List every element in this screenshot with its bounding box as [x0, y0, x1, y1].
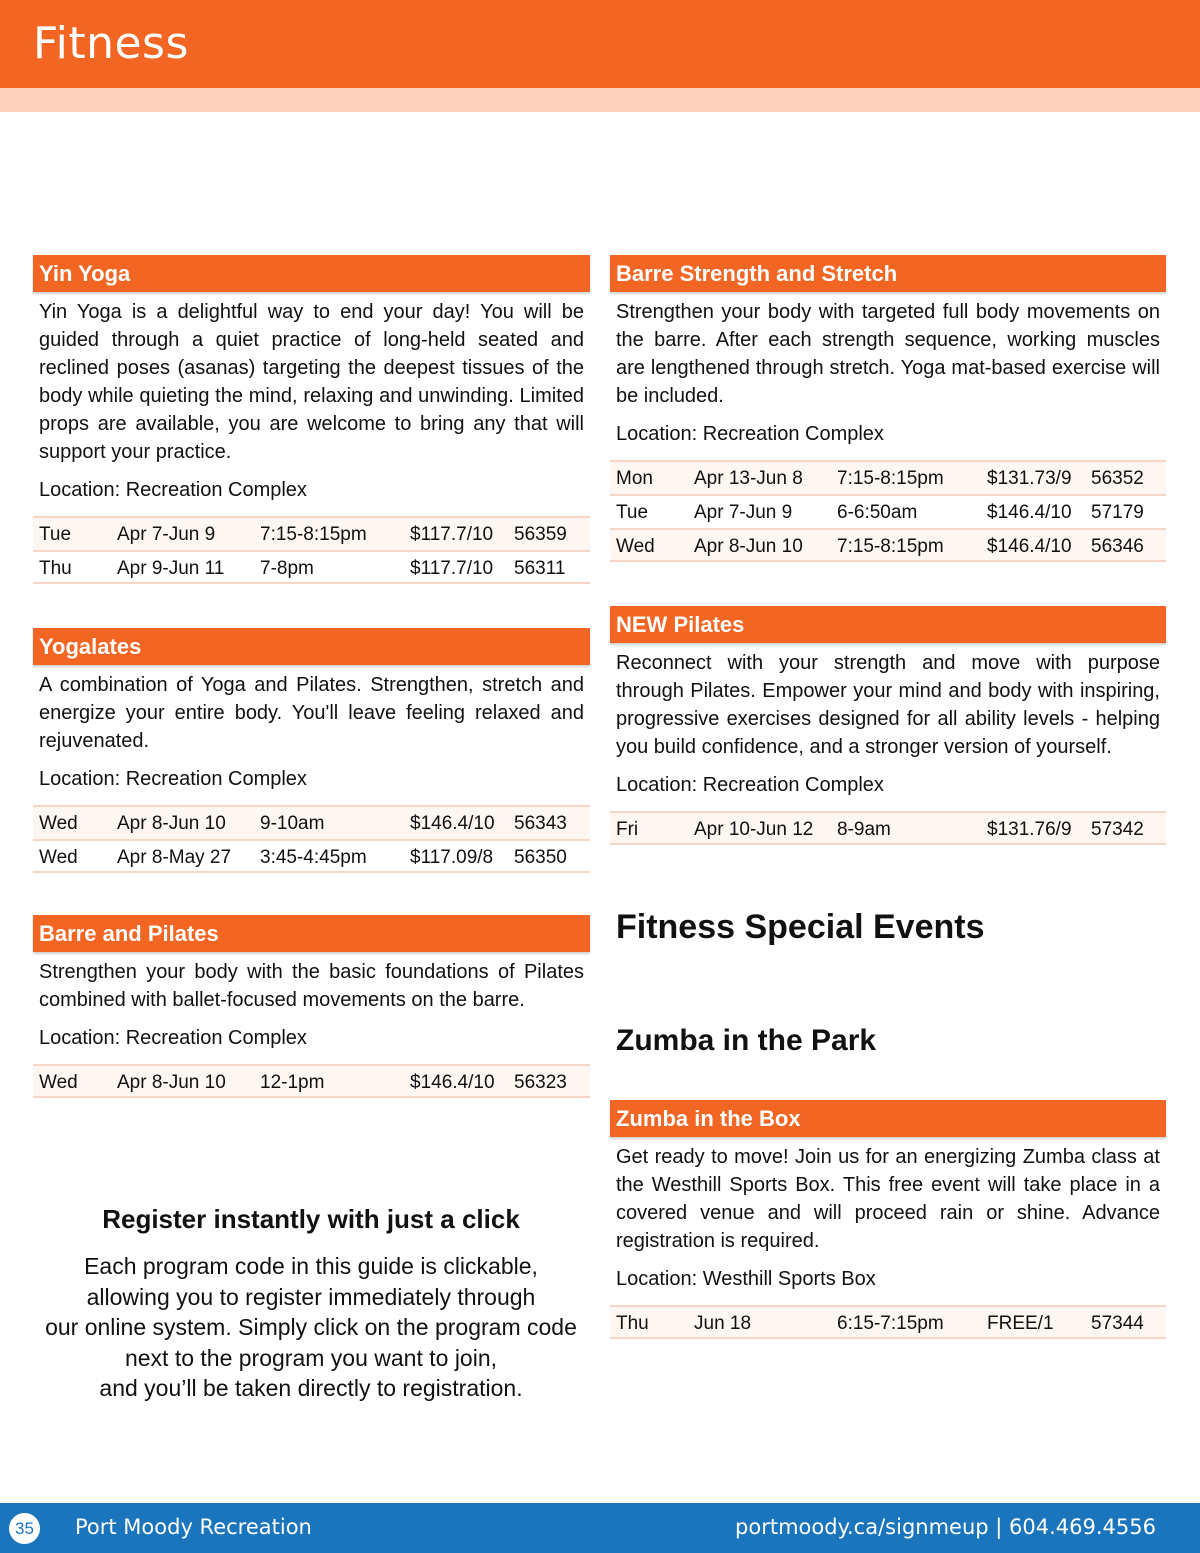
special-events-heading: Fitness Special Events: [616, 908, 985, 946]
schedule-fee: $117.7/10: [410, 524, 494, 545]
schedule-time: 8-9am: [837, 819, 891, 840]
register-title: Register instantly with just a click: [102, 1204, 520, 1234]
schedule-row: [610, 494, 1166, 528]
register-body: [33, 1251, 589, 1404]
schedule-row: [33, 1064, 590, 1098]
program-description: Get ready to move! Join us for an energizing Zumba class at the Westhill Sports Box. This free event will take place in a covered venue and will proceed rain or shine. Advance registration is required.: [616, 1146, 1160, 1252]
schedule-dates: Apr 10-Jun 12: [694, 819, 814, 840]
program-location: Location: Recreation Complex: [39, 479, 307, 501]
schedule-day: Fri: [616, 819, 639, 840]
schedule-time: 7:15-8:15pm: [260, 524, 367, 545]
schedule-row: [33, 550, 590, 584]
schedule-time: 3:45-4:45pm: [260, 847, 367, 868]
page-number: 35: [9, 1513, 40, 1544]
schedule-day: Wed: [39, 1072, 78, 1093]
schedule-row: [610, 528, 1166, 562]
schedule-time: 7:15-8:15pm: [837, 468, 944, 489]
schedule-dates: Apr 8-Jun 10: [117, 813, 226, 834]
schedule-day: Mon: [616, 468, 653, 489]
program-description: Reconnect with your strength and move with purpose through Pilates. Empower your mind and body with inspiring, progressive exercises designed for all ability levels - helping you build confidence, and a stronger version of yourself.: [616, 652, 1160, 758]
schedule-dates: Apr 7-Jun 9: [117, 524, 216, 545]
program-title: NEW Pilates: [610, 606, 1166, 643]
program-location: Location: Recreation Complex: [39, 768, 307, 790]
register-line: and you’ll be taken directly to registration.: [99, 1375, 523, 1401]
schedule-time: 12-1pm: [260, 1072, 325, 1093]
program-location: Location: Recreation Complex: [616, 423, 884, 445]
schedule-time: 6-6:50am: [837, 502, 918, 523]
schedule-row: [33, 516, 590, 550]
zumba-park-heading: Zumba in the Park: [616, 1024, 877, 1057]
schedule-fee: $146.4/10: [410, 1072, 495, 1093]
program-description: Strengthen your body with the basic foundations of Pilates combined with ballet-focused movements on the barre.: [39, 961, 584, 1011]
schedule-fee: FREE/1: [987, 1313, 1054, 1334]
schedule-row: [610, 1305, 1166, 1339]
schedule-day: Wed: [616, 536, 655, 557]
program-code-link[interactable]: 57344: [1091, 1313, 1144, 1334]
schedule-fee: $117.09/8: [410, 847, 494, 868]
schedule-dates: Jun 18: [694, 1313, 752, 1334]
program-title: Yogalates: [33, 628, 590, 665]
schedule-time: 9-10am: [260, 813, 325, 834]
program-location: Location: Recreation Complex: [39, 1027, 307, 1049]
schedule-day: Tue: [616, 502, 649, 523]
schedule-day: Wed: [39, 847, 78, 868]
program-location: Location: Westhill Sports Box: [616, 1268, 876, 1290]
schedule-dates: Apr 8-May 27: [117, 847, 232, 868]
page-title: Fitness: [33, 18, 189, 69]
program-yin-yoga: [33, 255, 590, 584]
schedule-day: Thu: [616, 1313, 649, 1334]
program-description: Strengthen your body with targeted full body movements on the barre. After each strength sequence, working muscles are lengthened through stretch. Yoga mat-based exercise will be included.: [616, 301, 1160, 407]
schedule-dates: Apr 8-Jun 10: [694, 536, 803, 557]
program-code-link[interactable]: 56350: [514, 847, 567, 868]
schedule-table: [33, 805, 590, 873]
program-title: Barre and Pilates: [33, 915, 590, 952]
program-description: Yin Yoga is a delightful way to end your day! You will be guided through a quiet practice of long-held seated and reclined poses (asanas) targeting the deepest tissues of the body while quieting the mind, relaxing and unwinding. Limited props are available, you are welcome to bring any that will support your practice.: [39, 301, 584, 463]
schedule-fee: $146.4/10: [987, 536, 1072, 557]
schedule-row: [610, 811, 1166, 845]
schedule-row: [33, 805, 590, 839]
program-code-link[interactable]: 56323: [514, 1072, 567, 1093]
program-code-link[interactable]: 56343: [514, 813, 567, 834]
program-title: Zumba in the Box: [610, 1100, 1166, 1137]
register-line: our online system. Simply click on the program code: [45, 1314, 577, 1340]
schedule-time: 7:15-8:15pm: [837, 536, 944, 557]
schedule-time: 7-8pm: [260, 558, 314, 579]
program-code-link[interactable]: 57179: [1091, 502, 1144, 523]
schedule-time: 6:15-7:15pm: [837, 1313, 944, 1334]
schedule-dates: Apr 9-Jun 11: [117, 558, 225, 579]
schedule-day: Thu: [39, 558, 72, 579]
schedule-table: [610, 811, 1166, 845]
program-yogalates: [33, 628, 590, 873]
register-info: [33, 1204, 589, 1404]
schedule-fee: $146.4/10: [410, 813, 495, 834]
program-barre-and-pilates: [33, 915, 590, 1098]
schedule-day: Wed: [39, 813, 78, 834]
schedule-fee: $117.7/10: [410, 558, 494, 579]
register-line: allowing you to register immediately through: [86, 1283, 536, 1310]
register-line: Each program code in this guide is clickable,: [84, 1253, 538, 1279]
program-description: A combination of Yoga and Pilates. Strengthen, stretch and energize your entire body. You'll leave feeling relaxed and rejuvenated.: [39, 674, 584, 752]
schedule-dates: Apr 7-Jun 9: [694, 502, 793, 523]
program-new-pilates: [610, 606, 1166, 845]
program-code-link[interactable]: 56359: [514, 524, 567, 545]
program-zumba-in-the-box: [610, 1100, 1166, 1339]
program-code-link[interactable]: 56311: [514, 558, 566, 579]
register-line: next to the program you want to join,: [124, 1344, 498, 1371]
program-title: Barre Strength and Stretch: [610, 255, 1166, 292]
program-location: Location: Recreation Complex: [616, 774, 884, 796]
schedule-row: [33, 839, 590, 873]
schedule-table: [33, 516, 590, 584]
schedule-row: [610, 460, 1166, 494]
schedule-day: Tue: [39, 524, 72, 545]
schedule-fee: $146.4/10: [987, 502, 1072, 523]
footer-organization: Port Moody Recreation: [75, 1515, 312, 1539]
schedule-fee: $131.73/9: [987, 468, 1072, 489]
schedule-dates: Apr 8-Jun 10: [117, 1072, 226, 1093]
program-barre-strength-stretch: [610, 255, 1166, 562]
footer-contact-link[interactable]: portmoody.ca/signmeup | 604.469.4556: [735, 1515, 1156, 1539]
program-code-link[interactable]: 56352: [1091, 468, 1144, 489]
program-title: Yin Yoga: [33, 255, 590, 292]
schedule-table: [33, 1064, 590, 1098]
schedule-table: [610, 460, 1166, 562]
schedule-fee: $131.76/9: [987, 819, 1072, 840]
program-code-link[interactable]: 56346: [1091, 536, 1144, 557]
schedule-dates: Apr 13-Jun 8: [694, 468, 803, 489]
program-code-link[interactable]: 57342: [1091, 819, 1144, 840]
schedule-table: [610, 1305, 1166, 1339]
header-accent-strip: [0, 88, 1200, 112]
